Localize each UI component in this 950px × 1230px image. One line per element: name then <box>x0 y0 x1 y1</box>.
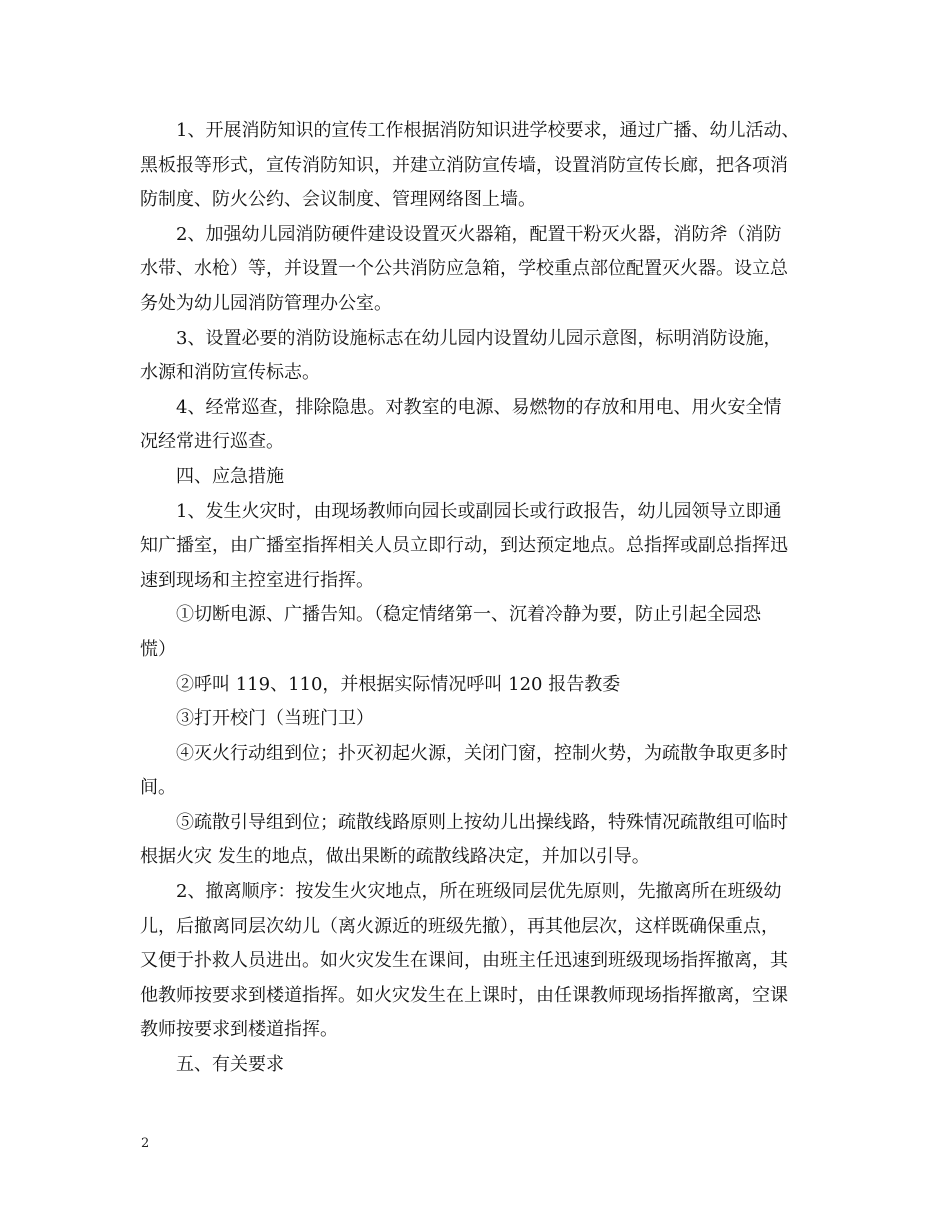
paragraph <box>140 322 820 391</box>
text-line: 2、撤离顺序：按发生火灾地点，所在班级同层优先原则，先撤离所在班级幼 <box>176 881 782 903</box>
text-line: 教师按要求到楼道指挥。 <box>140 1019 338 1041</box>
text-line: 他教师按要求到楼道指挥。如火灾发生在上课时，由任课教师现场指挥撤离，空课 <box>140 984 788 1006</box>
paragraph <box>140 114 820 218</box>
text-line: 水源和消防宣传标志。 <box>140 362 320 384</box>
paragraph <box>140 668 820 703</box>
text-line: ④灭火行动组到位；扑灭初起火源，关闭门窗，控制火势，为疏散争取更多时 <box>176 742 788 764</box>
paragraph <box>140 875 820 1048</box>
text-line: 黑板报等形式，宣传消防知识，并建立消防宣传墙，设置消防宣传长廊，把各项消 <box>140 154 788 176</box>
text-line: 况经常进行巡查。 <box>140 431 284 453</box>
text-line: ⑤疏散引导组到位；疏散线路原则上按幼儿出操线路，特殊情况疏散组可临时 <box>176 811 788 833</box>
text-line: 务处为幼儿园消防管理办公室。 <box>140 292 392 314</box>
paragraph <box>140 702 820 737</box>
paragraph <box>140 806 820 875</box>
text-line: 又便于扑救人员进出。如火灾发生在课间，由班主任迅速到班级现场指挥撤离，其 <box>140 950 788 972</box>
text-line: 四、应急措施 <box>176 465 284 487</box>
text-line: 1、开展消防知识的宣传工作根据消防知识进学校要求，通过广播、幼儿活动、 <box>176 120 800 141</box>
text-line: ②呼叫 119、110，并根据实际情况呼叫 120 报告教委 <box>176 673 621 695</box>
text-line: 速到现场和主控室进行指挥。 <box>140 569 374 591</box>
text-line: 防制度、防火公约、会议制度、管理网络图上墙。 <box>140 189 536 211</box>
text-line: 儿，后撤离同层次幼儿（离火源近的班级先撤），再其他层次，这样既确保重点， <box>140 915 779 937</box>
document-body <box>140 114 820 1083</box>
page-number: 2 <box>141 1136 150 1151</box>
text-line: 3、设置必要的消防设施标志在幼儿园内设置幼儿园示意图，标明消防设施， <box>176 327 782 349</box>
paragraph <box>140 218 820 322</box>
text-line: 水带、水枪）等，并设置一个公共消防应急箱，学校重点部位配置灭火器。设立总 <box>140 258 788 280</box>
text-line: 根据火灾 发生的地点，做出果断的疏散线路决定，并加以引导。 <box>140 846 650 868</box>
text-line: 4、经常巡查，排除隐患。对教室的电源、易燃物的存放和用电、用火安全情 <box>176 396 782 418</box>
section-heading <box>140 460 820 495</box>
section-heading <box>140 1048 820 1083</box>
paragraph <box>140 495 820 599</box>
text-line: 间。 <box>140 777 176 799</box>
text-line: 知广播室，由广播室指挥相关人员立即行动，到达预定地点。总指挥或副总指挥迅 <box>140 535 788 557</box>
paragraph <box>140 737 820 806</box>
text-line: ③打开校门（当班门卫） <box>176 708 374 730</box>
text-line: 五、有关要求 <box>176 1054 284 1076</box>
text-line: 1、发生火灾时，由现场教师向园长或副园长或行政报告，幼儿园领导立即通 <box>176 500 782 522</box>
paragraph <box>140 391 820 460</box>
paragraph <box>140 598 820 667</box>
text-line: 2、加强幼儿园消防硬件建设设置灭火器箱，配置干粉灭火器，消防斧（消防 <box>176 223 782 245</box>
text-line: 慌） <box>140 638 176 660</box>
text-line: ①切断电源、广播告知。（稳定情绪第一、沉着冷静为要，防止引起全园恐 <box>176 604 761 626</box>
